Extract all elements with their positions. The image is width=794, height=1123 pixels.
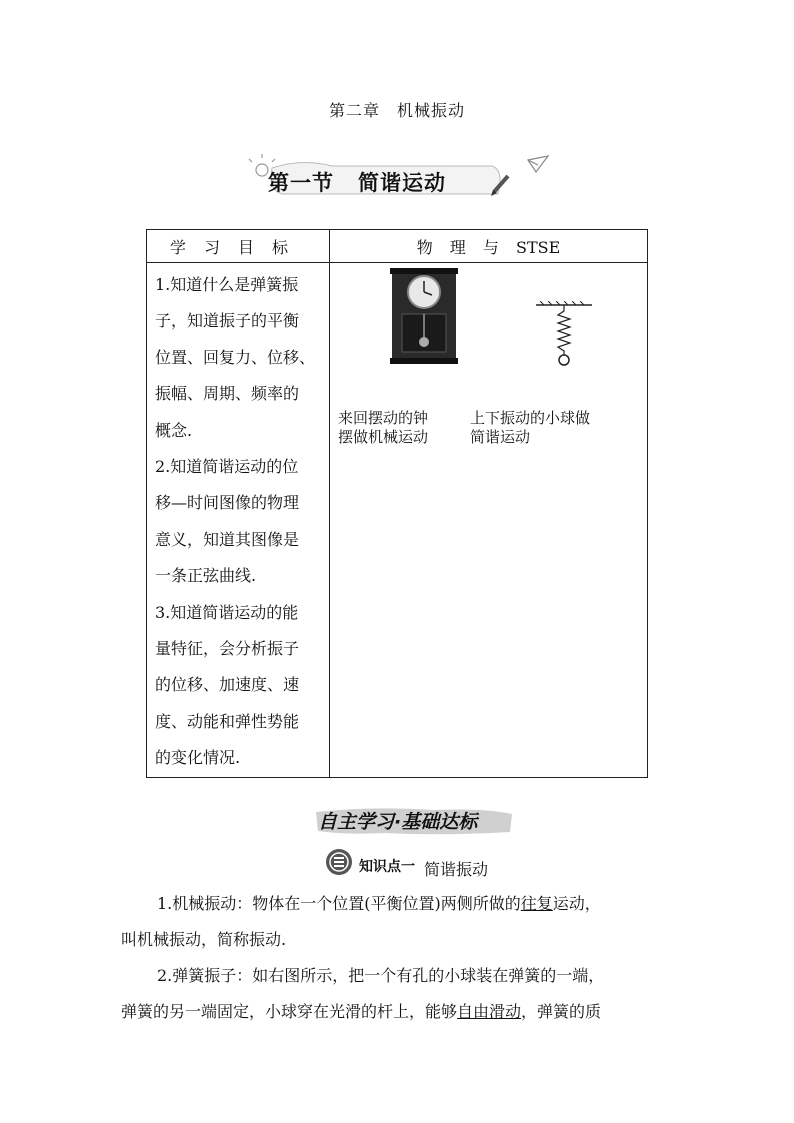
learning-goals-header: 学习目标 — [147, 230, 330, 263]
self-study-title: 自主学习·基础达标 — [318, 811, 478, 833]
clock-caption: 来回摆动的钟 — [338, 409, 429, 427]
knowledge-point-icon — [325, 848, 353, 876]
goal-line: 1.知道什么是弹簧振 — [155, 275, 299, 294]
learning-goals-cell — [147, 263, 330, 778]
goal-line: 的位移、加速度、速 — [155, 675, 300, 695]
paragraph-2: 2.弹簧振子：如右图所示，把一个有孔的小球装在弹簧的一端， 弹簧的另一端固定，小球穿在光滑的杆上，能够自由滑动，弹簧的质 — [121, 966, 605, 1021]
goal-line: 振幅、周期、频率的 — [155, 384, 300, 404]
goal-line: 的变化情况. — [155, 748, 241, 768]
spring-caption: 上下振动的小球做 — [470, 409, 591, 427]
underlined-answer: 往复 — [520, 894, 553, 913]
goal-line: 移—时间图像的物理 — [155, 493, 300, 513]
stse-cell — [330, 263, 648, 778]
goal-line: 一条正弦曲线. — [155, 566, 257, 586]
goal-line: 度、动能和弹性势能 — [155, 711, 300, 731]
section-title: 第一节 简谐运动 — [268, 170, 446, 195]
goal-line: 子，知道振子的平衡 — [155, 311, 300, 331]
goal-line: 概念. — [155, 420, 193, 440]
goal-line: 意义，知道其图像是 — [155, 529, 300, 549]
pendulum-clock-image — [388, 268, 460, 364]
spring-caption: 简谐运动 — [470, 428, 531, 446]
clock-caption: 摆做机械运动 — [338, 428, 429, 446]
goal-line: 3.知道简谐运动的能 — [155, 602, 299, 622]
spring-ball-image — [534, 301, 594, 373]
learning-goals-table — [146, 229, 648, 778]
physics-stse-header: 物 理 与 STSE — [330, 230, 648, 263]
goal-line: 量特征，会分析振子 — [155, 639, 300, 659]
underlined-answer: 自由滑动 — [457, 1002, 522, 1021]
paper-plane-icon — [528, 156, 548, 172]
goal-line: 2.知道简谐运动的位 — [155, 457, 299, 477]
chapter-heading: 第二章 机械振动 — [328, 101, 465, 120]
knowledge-point-label: 知识点一 — [359, 859, 415, 875]
goal-line: 位置、回复力、位移、 — [155, 347, 316, 367]
paragraph-1: 1.机械振动：物体在一个位置(平衡位置)两侧所做的往复运动， 叫机械振动，简称振动. — [121, 894, 601, 949]
knowledge-point-title: 简谐振动 — [424, 860, 489, 879]
